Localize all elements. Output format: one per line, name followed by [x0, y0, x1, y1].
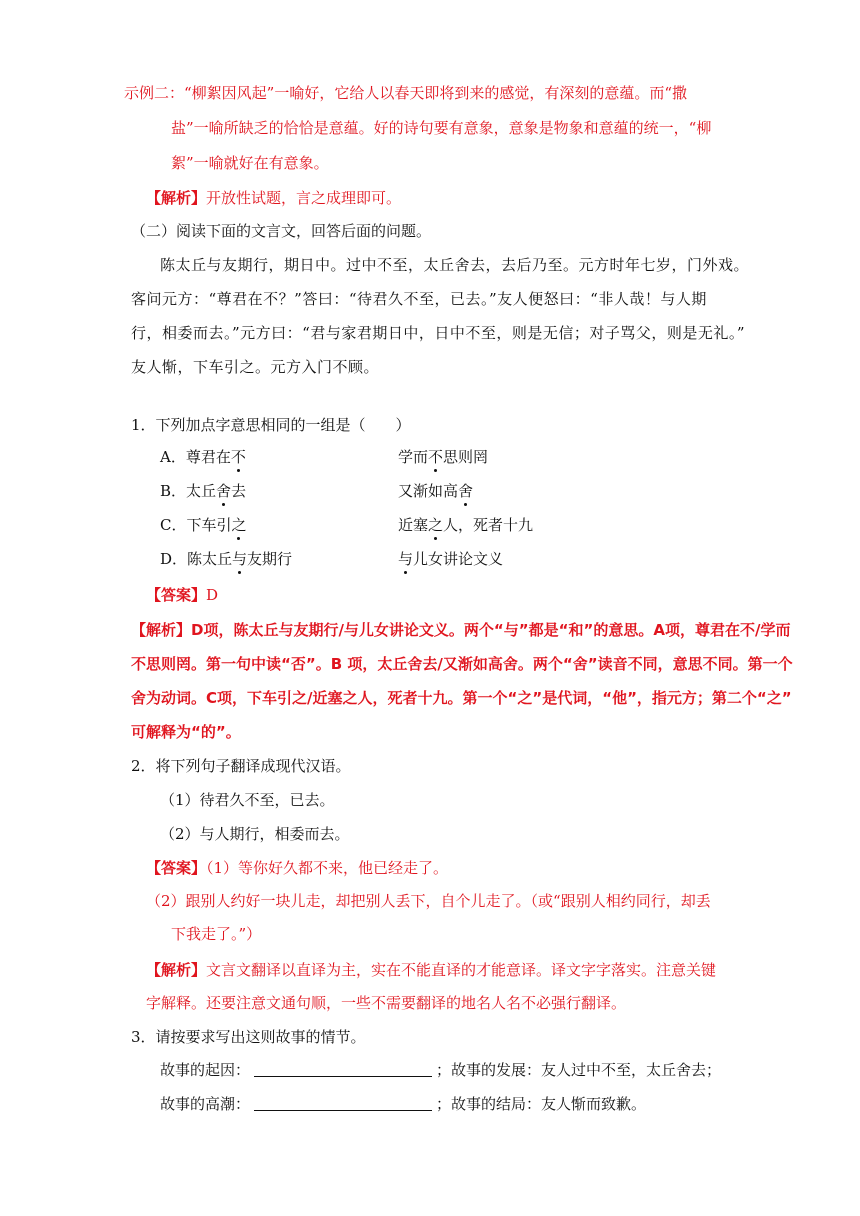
section-heading: （二）阅读下面的文言文，回答后面的问题。 — [131, 222, 432, 240]
answer-tag: 【答案】 — [146, 586, 207, 604]
q2-stem: 2．将下列句子翻译成现代汉语。 — [131, 757, 351, 775]
answer-text: （1）等你好久都不来，他已经走了。 — [206, 859, 449, 877]
q3-line1 — [160, 1060, 721, 1080]
q1-option-b-right: 又渐如高舍 — [398, 481, 473, 501]
cause-blank[interactable] — [254, 1062, 432, 1077]
emphasis-dot — [237, 469, 240, 472]
analysis-text: 开放性试题，言之成理即可。 — [206, 189, 402, 207]
explanation-text: 文言文翻译以直译为主，实在不能直译的才能意译。译文字字落实。注意关键 — [206, 961, 717, 979]
passage-line3: 行，相委而去。”元方曰：“君与家君期日中，日中不至，则是无信；对子骂父，则是无礼。” — [131, 324, 746, 342]
climax-label: 故事的高潮： — [160, 1095, 251, 1113]
q1-answer — [146, 585, 218, 605]
q1-option-a-right: 学而不 思则罔 — [398, 447, 488, 467]
climax-blank[interactable] — [254, 1096, 432, 1111]
ending-text: ；故事的结局：友人惭而致歉。 — [436, 1095, 647, 1113]
q2-answer-1 — [146, 858, 448, 878]
dotted-char: 不 — [231, 448, 246, 466]
emphasis-dot — [464, 503, 467, 506]
q2-sub1: （1）待君久不至，已去。 — [160, 791, 335, 809]
analysis-tag: 【解析】 — [146, 961, 207, 979]
answer-tag: 【答案】 — [146, 859, 207, 877]
analysis-tag: 【解析】 — [146, 189, 207, 207]
q1-stem: 1．下列加点字意思相同的一组是（ ） — [131, 416, 411, 434]
dotted-char: 舍 — [458, 482, 473, 500]
analysis-open-question — [146, 188, 401, 208]
q1-option-d-right: 与 儿女讲论文义 — [398, 549, 503, 569]
q2-answer-2-line2: 下我走了。”） — [171, 925, 262, 943]
q3-line2 — [160, 1094, 646, 1114]
example2-line1: 示例二：“柳絮因风起”一喻好，它给人以春天即将到来的感觉，有深刻的意蕴。而“撒 — [124, 84, 688, 102]
emphasis-dot — [237, 537, 240, 540]
dotted-char: 不 — [428, 448, 443, 466]
development-text: ；故事的发展：友人过中不至，太丘舍去； — [436, 1061, 722, 1079]
q1-explanation-line4: 可解释为“的”。 — [131, 723, 241, 741]
q1-option-c-right: 近塞之 人，死者十九 — [398, 515, 533, 535]
q1-explanation-line2: 不思则罔。第一句中读“否”。B 项，太丘舍去/又渐如高舍。两个“舍”读音不同，意思不同。第一个 — [131, 655, 793, 673]
q3-stem: 3．请按要求写出这则故事的情节。 — [131, 1028, 366, 1046]
example2-line2: 盐”一喻所缺乏的恰恰是意蕴。好的诗句要有意象，意象是物象和意蕴的统一，“柳 — [171, 119, 712, 137]
q1-option-a-left — [160, 447, 246, 467]
passage-line1: 陈太丘与友期行，期日中。过中不至，太丘舍去，去后乃至。元方时年七岁，门外戏。 — [160, 256, 750, 274]
dotted-char: 之 — [428, 516, 443, 534]
emphasis-dot — [434, 537, 437, 540]
passage-line4: 友人惭，下车引之。元方入门不顾。 — [131, 358, 380, 376]
q1-explanation-line1: 【解析】D项，陈太丘与友期行/与儿女讲论文义。两个“与”都是“和”的意思。A项，尊君在不/学而 — [131, 621, 791, 639]
option-text: A．尊君在 — [160, 448, 231, 466]
q1-option-c-left: C．下车引之 — [160, 515, 247, 535]
q2-answer-2-line1: （2）跟别人约好一块儿走，却把别人丢下，自个儿走了。（或“跟别人相约同行，却丢 — [146, 892, 711, 910]
emphasis-dot — [434, 469, 437, 472]
passage-line2: 客问元方：“尊君在不？”答曰：“待君久不至，已去。”友人便怒曰：“非人哉！与人期 — [131, 290, 707, 308]
q1-option-b-left: B．太丘舍 去 — [160, 481, 246, 501]
emphasis-dot — [238, 571, 241, 574]
dotted-char: 舍 — [216, 482, 231, 500]
q1-option-d-left: D．陈太丘与 友期行 — [160, 549, 292, 569]
q2-sub2: （2）与人期行，相委而去。 — [160, 825, 350, 843]
emphasis-dot — [222, 503, 225, 506]
cause-label: 故事的起因： — [160, 1061, 251, 1079]
answer-value: D — [206, 586, 219, 604]
dotted-char: 与 — [398, 550, 413, 568]
example2-line3: 絮”一喻就好在有意象。 — [171, 154, 329, 172]
dotted-char: 与 — [232, 550, 247, 568]
q2-explanation-line1 — [146, 960, 716, 980]
dotted-char: 之 — [231, 516, 246, 534]
emphasis-dot — [404, 571, 407, 574]
q2-explanation-line2: 字解释。还要注意文通句顺，一些不需要翻译的地名人名不必强行翻译。 — [146, 994, 627, 1012]
q1-explanation-line3: 舍为动词。C项，下车引之/近塞之人，死者十九。第一个“之”是代词，“他”，指元方；第二个“之” — [131, 689, 792, 707]
